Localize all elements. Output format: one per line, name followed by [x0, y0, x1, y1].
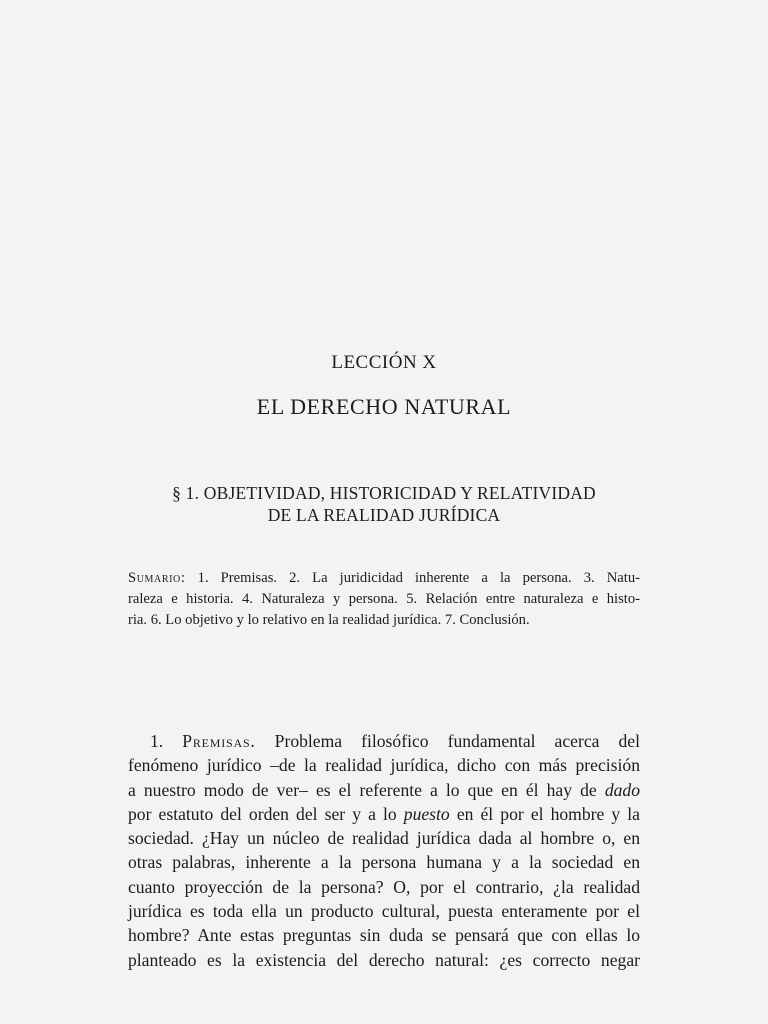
body-text-4a: por estatuto del orden del ser y a lo: [128, 803, 397, 824]
section-heading-line-1: § 1. OBJETIVIDAD, HISTORICIDAD Y RELATIVIDAD: [172, 483, 596, 503]
section-heading: [0, 482, 768, 526]
body-paragraph: [128, 729, 640, 972]
summary-paragraph: [128, 568, 640, 631]
paragraph-heading: Premisas.: [182, 731, 256, 751]
summary-line-1: [128, 568, 640, 589]
body-line-8: jurídica es toda ella un producto cultural, puesta enteramente por el: [128, 901, 640, 922]
lesson-title: EL DERECHO NATURAL: [256, 394, 512, 419]
body-line-3: [128, 778, 640, 802]
body-text-4c: en él por el hombre y la: [456, 803, 640, 824]
body-line-4: [128, 802, 640, 826]
summary-label: Sumario:: [128, 570, 186, 586]
body-line-6: otras palabras, inherente a la persona humana y a la sociedad en: [128, 852, 640, 873]
body-line-1: [128, 729, 640, 753]
paragraph-number: 1.: [150, 731, 164, 751]
body-line-7: cuanto proyección de la persona? O, por el contrario, ¿la realidad: [128, 876, 640, 897]
body-italic-dado: dado: [604, 779, 641, 800]
lesson-label: LECCIÓN X: [331, 352, 437, 373]
body-line-10: planteado es la existencia del derecho natural: ¿es correcto negar: [128, 949, 640, 970]
body-line-9: hombre? Ante estas preguntas sin duda se pensará que con ellas lo: [128, 925, 640, 946]
body-text-3: a nuestro modo de ver– es el referente a lo que en él hay de: [128, 779, 597, 800]
summary-text-1: 1. Premisas. 2. La juridicidad inherente a la persona. 3. Natu-: [197, 570, 640, 586]
summary-line-2: raleza e historia. 4. Naturaleza y persona. 5. Relación entre naturaleza e histo-: [128, 591, 640, 607]
section-heading-line-2: DE LA REALIDAD JURÍDICA: [267, 505, 501, 525]
body-line-2: fenómeno jurídico –de la realidad jurídica, dicho con más precisión: [128, 755, 640, 776]
body-text-1: Problema filosófico fundamental acerca del: [274, 731, 640, 751]
body-line-5: sociedad. ¿Hay un núcleo de realidad jurídica dada al hombre o, en: [128, 828, 640, 849]
body-italic-puesto: puesto: [403, 803, 450, 824]
summary-line-3: ria. 6. Lo objetivo y lo relativo en la realidad jurídica. 7. Conclusión.: [128, 612, 530, 628]
